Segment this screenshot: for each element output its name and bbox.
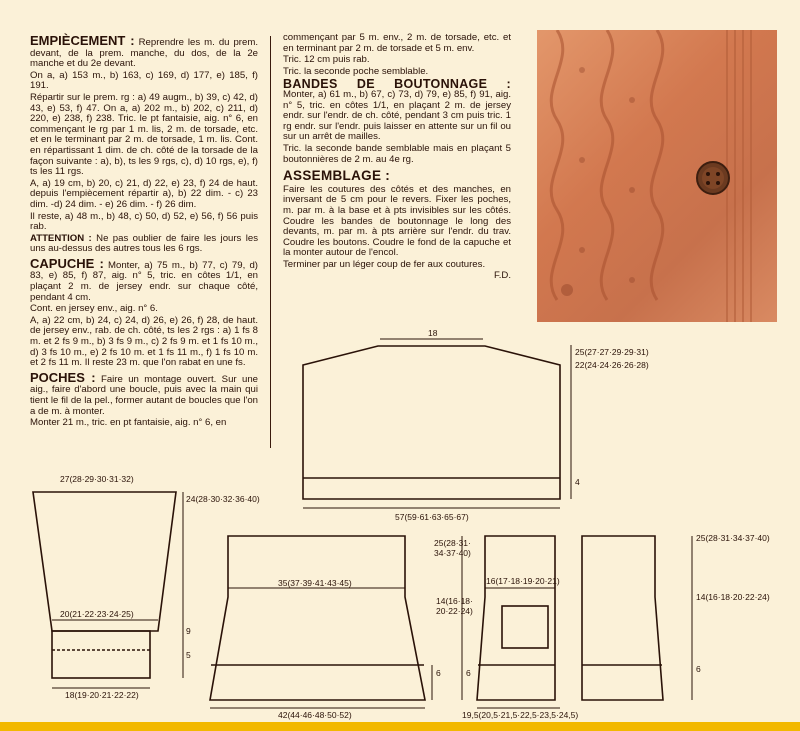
sleeve-top-dim: 27(28·29·30·31·32) bbox=[60, 474, 134, 484]
attention-text: Ne pas oublier de faire les jours les uns au-dessus des autres tous les 6 rgs. bbox=[30, 232, 258, 255]
sleeve-right-dim: 24(28·30·32·36·40) bbox=[186, 494, 260, 504]
poches-cont3: Tric. la seconde poche semblable. bbox=[283, 65, 429, 77]
front-h1-dim-a: 25(28·31· bbox=[434, 538, 471, 548]
front-h2-dim-a: 14(16·18· bbox=[436, 596, 473, 606]
front2-h2-dim: 14(16·18·20·22·24) bbox=[696, 592, 770, 602]
poches-heading: POCHES : bbox=[30, 369, 96, 385]
back-bottom-dim: 42(44·46·48·50·52) bbox=[278, 710, 352, 720]
empiecement-heading: EMPIÈCEMENT : bbox=[30, 33, 135, 48]
empiecement-p5: Il reste, a) 48 m., b) 48, c) 50, d) 52, e) 56, f) 56 puis rab. bbox=[30, 210, 258, 233]
front2-h1-dim: 25(28·31·34·37·40) bbox=[696, 533, 770, 543]
attention-heading: ATTENTION : bbox=[30, 232, 92, 244]
front2-diagram bbox=[582, 536, 692, 700]
hood-bottom-dim: 57(59·61·63·65·67) bbox=[395, 512, 469, 522]
poches-cont2: Tric. 12 cm puis rab. bbox=[283, 54, 370, 66]
assemblage-p2: Terminer par un léger coup de fer aux coutures. bbox=[283, 258, 486, 270]
bandes-heading: BANDES DE BOUTONNAGE : bbox=[283, 77, 511, 92]
poches-p1: Faire un montage ouvert. Sur une aig., faire d'abord une boucle, puis avec la main qui tient le fil de la pel., former autant de boucles que l'on a de m. à monter. bbox=[30, 373, 258, 417]
empiecement-p1: Reprendre les m. du prem. devant, de la prem. manche, du dos, de la 2e manche et du 2e devant. bbox=[30, 37, 258, 70]
hood-right-dim2: 22(24·24·26·26·28) bbox=[575, 360, 649, 370]
back-diagram bbox=[210, 536, 432, 708]
capuche-p3: A, a) 22 cm, b) 24, c) 24, d) 26, e) 26, f) 28, de haut. de jersey env., rab. de ch. côté, ts les 2 rgs : a) 1 fs 8 m. et 2 fs 9 m., b) 3 fs 9 m., c) 2 fs 9 m. et 1 fs 10 m., d) 3 fs 10 m., e) 2 fs 10 m. et 1 fs 11 m., f) 1 fs 10 m. et 2 fs 11 m. Il reste 23 m. que l'on rabat en une fs. bbox=[30, 314, 258, 369]
poches-cont: commençant par 5 m. env., 2 m. de torsade, etc. et en terminant par 2 m. de torsade et 5 m. env. bbox=[283, 32, 511, 54]
front-h2-dim-b: 20·22·24) bbox=[436, 606, 473, 616]
capuche-p1: Monter, a) 75 m., b) 77, c) 79, d) 83, e) 85, f) 87, aig. n° 5, tric. en côtes 1/1, en plaçant 2 m. de jersey endr. sur chaque côté, pendant 4 cm. bbox=[30, 259, 258, 303]
hood-rib-dim: 4 bbox=[575, 477, 580, 487]
hood-right-dim1: 25(27·27·29·29·31) bbox=[575, 347, 649, 357]
sleeve-h2-dim: 5 bbox=[186, 650, 191, 660]
bandes-p1: Monter, a) 61 m., b) 67, c) 73, d) 79, e) 85, f) 91, aig. n° 5, tric. en côtes 1/1, en plaçant 2 m. de jersey endr. sur l'endr. de ch. côté, pendant 3 cm puis tric. 1 rg endr. sur l'endr. puis laisser en attente sur un fil ou sur un arrêt de mailles. bbox=[283, 88, 511, 143]
sleeve-bottom-dim: 18(19·20·21·22·22) bbox=[65, 690, 139, 700]
empiecement-p2: On a, a) 153 m., b) 163, c) 169, d) 177, e) 185, f) 191. bbox=[30, 69, 258, 92]
hood-top-dim: 18 bbox=[428, 328, 438, 338]
back-mid-dim: 35(37·39·41·43·45) bbox=[278, 578, 352, 588]
capuche-p2: Cont. en jersey env., aig. n° 6. bbox=[30, 303, 158, 315]
sleeve-diagram bbox=[33, 492, 183, 688]
assemblage-p1: Faire les coutures des côtés et des manches, en inversant de 5 cm pour le revers. Fixer les poches, m. par m. à la base et à pts invisibles sur les côtés. Coudre les bandes de boutonnage le long des devants, m. par m. à pts arrière sur l'endr. du trav. Coudre les boutons. Coudre le fond de la capuche et la monter autour de l'encol. bbox=[283, 183, 511, 259]
front-rib-dim: 6 bbox=[466, 668, 471, 678]
hood-diagram bbox=[303, 339, 571, 508]
assemblage-heading: ASSEMBLAGE : bbox=[283, 168, 391, 184]
front2-rib-dim: 6 bbox=[696, 664, 701, 674]
poches-p2: Monter 21 m., tric. en pt fantaisie, aig. n° 6, en bbox=[30, 417, 227, 429]
front-diagram bbox=[462, 536, 560, 708]
front-mid-dim: 16(17·18·19·20·21) bbox=[486, 576, 560, 586]
accent-bar bbox=[0, 722, 800, 731]
bandes-p2: Tric. la seconde bande semblable mais en plaçant 5 boutonnières de 2 m. au 4e rg. bbox=[283, 142, 511, 165]
capuche-heading: CAPUCHE : bbox=[30, 255, 104, 271]
front-bottom-dim: 19,5(20,5·21,5·22,5·23,5·24,5) bbox=[462, 710, 579, 720]
front-h1-dim-b: 34·37·40) bbox=[434, 548, 471, 558]
back-rib-dim: 6 bbox=[436, 668, 441, 678]
sleeve-mid-dim: 20(21·22·23·24·25) bbox=[60, 609, 134, 619]
signature: F.D. bbox=[493, 270, 511, 282]
empiecement-p3: Répartir sur le prem. rg : a) 49 augm., b) 39, c) 42, d) 43, e) 53, f) 47. On a, a) 202 m., b) 202, c) 211, d) 220, e) 238, f) 238. Tric. le pt fantaisie, aig. n° 6, en commençant le rg par 1 m. lis, 2 m. de torsade, etc. et en le terminant par 2 m. de torsade, 1 m. lis. Cont. en répartissant 1 dim. de ch. côté de la torsade de la façon suivante : a), b), ts les 9 rgs, c), d) 10 rgs, e), f) ts les 11 rgs. bbox=[30, 91, 258, 178]
empiecement-p4: A, a) 19 cm, b) 20, c) 21, d) 22, e) 23, f) 24 de haut. depuis l'empiècement répartir a), b) 22 dim. - c) 23 dim. -d) 24 dim. - e) 26 dim. - f) 26 dim. bbox=[30, 177, 258, 210]
sleeve-h1-dim: 9 bbox=[186, 626, 191, 636]
